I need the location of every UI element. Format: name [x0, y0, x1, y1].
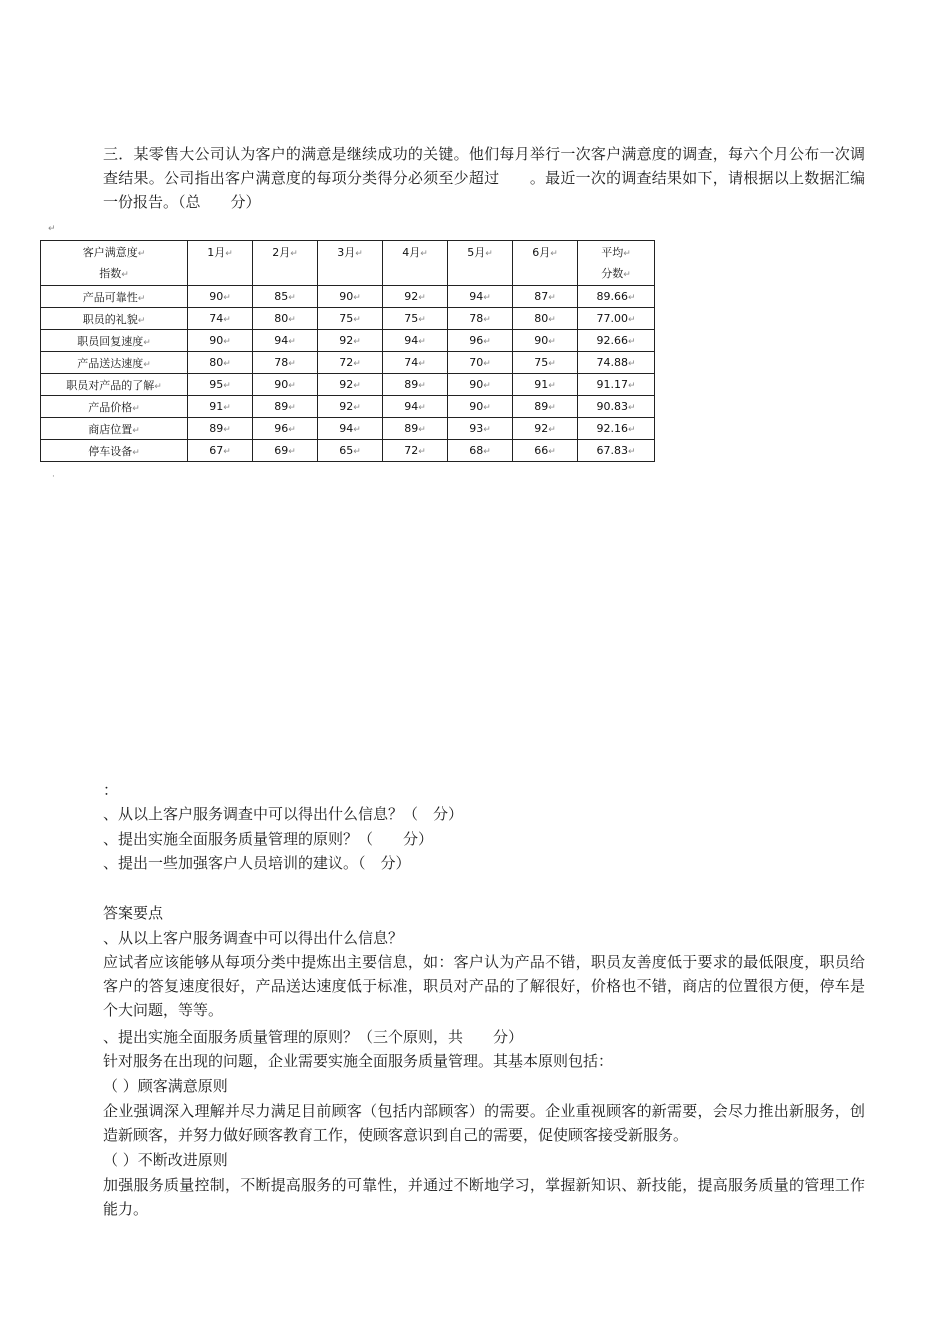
- cell-value: 92↵: [318, 330, 383, 352]
- cell-value: 85↵: [253, 286, 318, 308]
- cell-value: 89↵: [383, 374, 448, 396]
- cell-value: 74↵: [188, 308, 253, 330]
- cell-value: 91↵: [513, 374, 578, 396]
- header-month-4: 4月↵: [383, 241, 448, 286]
- cell-value: 90↵: [318, 286, 383, 308]
- cell-value: 89↵: [188, 418, 253, 440]
- table-row: [41, 418, 655, 440]
- cell-value: 78↵: [448, 308, 513, 330]
- cell-value: 87↵: [513, 286, 578, 308]
- cell-value: 89↵: [513, 396, 578, 418]
- header-month-3: 3月↵: [318, 241, 383, 286]
- cell-value: 65↵: [318, 440, 383, 462]
- cell-value: 80↵: [253, 308, 318, 330]
- cell-value: 90↵: [448, 374, 513, 396]
- answer-text-2: 针对服务在出现的问题，企业需要实施全面服务质量管理。其基本原则包括：: [103, 1052, 614, 1070]
- question-intro: 三．某零售大公司认为客户的满意是继续成功的关键。他们每月举行一次客户满意度的调查，每六个月公布一次调查结果。公司指出客户满意度的每项分类得分必须至少超过 。最近一次的调查结果如下，请根据以上数据汇编一份报告。（总 分）: [103, 145, 865, 211]
- cell-value: 95↵: [188, 374, 253, 396]
- answer-text-1: 应试者应该能够从每项分类中提炼出主要信息，如：客户认为产品不错，职员友善度低于要求的最低限度，职员给客户的答复速度很好，产品送达速度低于标准，职员对产品的了解很好，价格也不错，商店的位置很方便，停车是个大问题，等等。: [103, 953, 865, 1019]
- row-label: 产品送达速度↵: [41, 352, 188, 374]
- satisfaction-table: [40, 240, 655, 462]
- cell-value: 91↵: [188, 396, 253, 418]
- cell-value: 92↵: [383, 286, 448, 308]
- table-row: [41, 440, 655, 462]
- header-average: 平均↵ 分数↵: [578, 241, 655, 286]
- cell-average: 74.88↵: [578, 352, 655, 374]
- header-label-line1: 客户满意度: [82, 246, 138, 259]
- cell-average: 90.83↵: [578, 396, 655, 418]
- row-label: 产品可靠性↵: [41, 286, 188, 308]
- row-label: 产品价格↵: [41, 396, 188, 418]
- cell-average: 67.83↵: [578, 440, 655, 462]
- table-row: [41, 286, 655, 308]
- cell-value: 80↵: [513, 308, 578, 330]
- header-label-cell: 客户满意度↵ 指数↵: [41, 241, 188, 286]
- cell-value: 89↵: [253, 396, 318, 418]
- table-row: [41, 374, 655, 396]
- cell-value: 75↵: [318, 308, 383, 330]
- principle-2-title: （ ）不断改进原则: [103, 1151, 228, 1169]
- row-label: 职员回复速度↵: [41, 330, 188, 352]
- cell-value: 72↵: [383, 440, 448, 462]
- cell-value: 96↵: [448, 330, 513, 352]
- cell-value: 75↵: [383, 308, 448, 330]
- cell-value: 92↵: [318, 374, 383, 396]
- task-item-1: 、从以上客户服务调查中可以得出什么信息？（ 分）: [103, 805, 464, 823]
- row-label: 停车设备↵: [41, 440, 188, 462]
- cell-average: 89.66↵: [578, 286, 655, 308]
- cell-value: 93↵: [448, 418, 513, 440]
- cell-average: 92.16↵: [578, 418, 655, 440]
- principle-1-title: （ ）顾客满意原则: [103, 1077, 228, 1095]
- cell-value: 80↵: [188, 352, 253, 374]
- principle-2-text: 加强服务质量控制，不断提高服务的可靠性，并通过不断地学习，掌握新知识、新技能，提高服务质量的管理工作能力。: [103, 1176, 865, 1218]
- row-label: 商店位置↵: [41, 418, 188, 440]
- cell-value: 96↵: [253, 418, 318, 440]
- cell-average: 92.66↵: [578, 330, 655, 352]
- cell-value: 74↵: [383, 352, 448, 374]
- cell-value: 68↵: [448, 440, 513, 462]
- cell-average: 77.00↵: [578, 308, 655, 330]
- cell-value: 94↵: [253, 330, 318, 352]
- answer-title: 答案要点: [103, 904, 164, 922]
- cell-value: 94↵: [383, 330, 448, 352]
- cell-value: 89↵: [383, 418, 448, 440]
- header-label-line2: 指数: [99, 267, 122, 280]
- cell-value: 69↵: [253, 440, 318, 462]
- cell-value: 90↵: [513, 330, 578, 352]
- return-mark: ↵: [48, 224, 56, 234]
- cell-value: 94↵: [448, 286, 513, 308]
- answer-question-1: 、从以上客户服务调查中可以得出什么信息？: [103, 929, 404, 947]
- cell-value: 90↵: [188, 286, 253, 308]
- cell-value: 90↵: [253, 374, 318, 396]
- cell-value: 66↵: [513, 440, 578, 462]
- answer-question-2: 、提出实施全面服务质量管理的原则？（三个原则，共 分）: [103, 1028, 524, 1046]
- table-row: [41, 396, 655, 418]
- table-row: [41, 308, 655, 330]
- header-month-1: 1月↵: [188, 241, 253, 286]
- cell-average: 91.17↵: [578, 374, 655, 396]
- principle-1-text: 企业强调深入理解并尽力满足目前顾客（包括内部顾客）的需要。企业重视顾客的新需要，会尽力推出新服务，创造新顾客，并努力做好顾客教育工作，使顾客意识到自己的需要，促使顾客接受新服务。: [103, 1102, 865, 1144]
- table-row: [41, 330, 655, 352]
- row-label: 职员的礼貌↵: [41, 308, 188, 330]
- header-month-2: 2月↵: [253, 241, 318, 286]
- cell-value: 70↵: [448, 352, 513, 374]
- header-month-5: 5月↵: [448, 241, 513, 286]
- tasks-colon: ：: [103, 781, 119, 799]
- cell-value: 90↵: [188, 330, 253, 352]
- table-row: [41, 352, 655, 374]
- cell-value: 90↵: [448, 396, 513, 418]
- cell-value: 75↵: [513, 352, 578, 374]
- cell-value: 92↵: [513, 418, 578, 440]
- cell-value: 94↵: [318, 418, 383, 440]
- cell-value: 72↵: [318, 352, 383, 374]
- row-label: 职员对产品的了解↵: [41, 374, 188, 396]
- cell-value: 94↵: [383, 396, 448, 418]
- header-month-6: 6月↵: [513, 241, 578, 286]
- cell-value: 92↵: [318, 396, 383, 418]
- cell-value: 67↵: [188, 440, 253, 462]
- task-item-2: 、提出实施全面服务质量管理的原则？（ 分）: [103, 830, 434, 848]
- table-header-row: [41, 241, 655, 286]
- caret-mark: ·: [52, 472, 55, 482]
- cell-value: 78↵: [253, 352, 318, 374]
- task-item-3: 、提出一些加强客户人员培训的建议。（ 分）: [103, 854, 411, 872]
